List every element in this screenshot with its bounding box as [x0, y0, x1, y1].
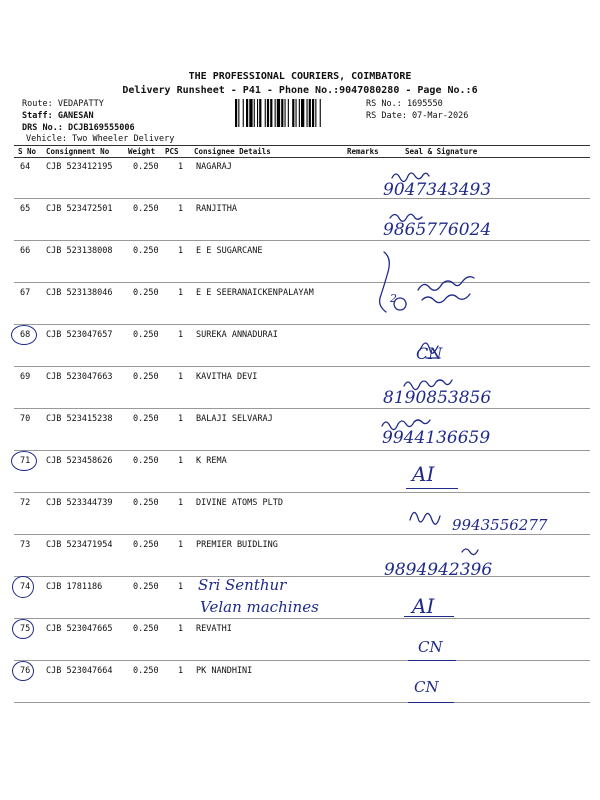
rs-number: RS No.: 1695550 [366, 99, 443, 109]
row-consignee: PREMIER BUIDLING [196, 540, 278, 550]
signature-underline-76 [408, 702, 454, 703]
row-pcs: 1 [178, 288, 184, 298]
row-consignee: E E SUGARCANE [196, 246, 263, 256]
row-weight: 0.250 [133, 204, 159, 214]
row-pcs: 1 [178, 456, 184, 466]
row-sno: 70 [20, 414, 31, 424]
drs-label: DRS No.: DCJB169555006 [22, 123, 135, 133]
handwritten-phone-73: 9894942396 [384, 560, 493, 580]
row-consignment: CJB 523047664 [46, 666, 113, 676]
col-weight: Weight [128, 147, 156, 156]
row-pcs: 1 [178, 582, 184, 592]
row-weight: 0.250 [133, 498, 159, 508]
handwritten-phone-64: 9047343493 [383, 180, 492, 200]
row-consignment: CJB 523415238 [46, 414, 113, 424]
row-sno: 71 [20, 456, 31, 466]
row-pcs: 1 [178, 666, 184, 676]
row-consignment: CJB 523047657 [46, 330, 113, 340]
row-weight: 0.250 [133, 456, 159, 466]
row-weight: 0.250 [133, 414, 159, 424]
col-pcs: PCS [165, 147, 179, 156]
row-consignment: CJB 523138046 [46, 288, 113, 298]
signature-76: CN [414, 678, 439, 696]
row-consignee: NAGARAJ [196, 162, 232, 172]
row-weight: 0.250 [133, 624, 159, 634]
row-consignee: SUREKA ANNADURAI [196, 330, 278, 340]
row-pcs: 1 [178, 624, 184, 634]
col-sno: S No [18, 147, 37, 156]
row-sno: 67 [20, 288, 31, 298]
row-consignment: CJB 523471954 [46, 540, 113, 550]
row-consignee: DIVINE ATOMS PLTD [196, 498, 283, 508]
row-consignee: KAVITHA DEVI [196, 372, 258, 382]
handwritten-phone-72: 9943556277 [452, 516, 548, 534]
handwritten-consignee-line1: Sri Senthur [198, 576, 287, 594]
signature-underline-71 [406, 488, 458, 489]
handwritten-phone-70: 9944136659 [382, 428, 491, 448]
row-weight: 0.250 [133, 582, 159, 592]
row-consignment: CJB 523472501 [46, 204, 113, 214]
row-sno: 64 [20, 162, 31, 172]
row-sno: 69 [20, 372, 31, 382]
row-sno: 76 [20, 666, 31, 676]
row-sno: 74 [20, 582, 31, 592]
row-weight: 0.250 [133, 372, 159, 382]
row-pcs: 1 [178, 162, 184, 172]
row-weight: 0.250 [133, 288, 159, 298]
row-pcs: 1 [178, 498, 184, 508]
row-consignment: CJB 1781186 [46, 582, 103, 592]
col-consignment: Consignment No [46, 147, 110, 156]
row-consignment: CJB 523344739 [46, 498, 113, 508]
row-consignment: CJB 523047665 [46, 624, 113, 634]
col-remarks: Remarks [347, 147, 379, 156]
signature-68: CN [416, 344, 443, 363]
signature-71: AI [412, 462, 435, 486]
row-consignee: K REMA [196, 456, 227, 466]
handwritten-phone-65: 9865776024 [383, 220, 492, 240]
row-sno: 72 [20, 498, 31, 508]
row-consignment: CJB 523458626 [46, 456, 113, 466]
signature-underline-74 [404, 616, 454, 617]
row-weight: 0.250 [133, 540, 159, 550]
handwritten-consignee-line2: Velan machines [200, 598, 319, 616]
row-sno: 68 [20, 330, 31, 340]
row-consignee: REVATHI [196, 624, 232, 634]
row-weight: 0.250 [133, 666, 159, 676]
row-sno: 66 [20, 246, 31, 256]
row-consignee: PK NANDHINI [196, 666, 253, 676]
signature-74: AI [412, 594, 435, 618]
runsheet-title: Delivery Runsheet - P41 - Phone No.:9047080280 - Page No.:6 [122, 85, 478, 96]
row-consignment: CJB 523412195 [46, 162, 113, 172]
company-title: THE PROFESSIONAL COURIERS, COIMBATORE [188, 71, 412, 82]
row-pcs: 1 [178, 414, 184, 424]
row-pcs: 1 [178, 372, 184, 382]
row-pcs: 1 [178, 540, 184, 550]
row-pcs: 1 [178, 204, 184, 214]
handwritten-circle-note: 2 [390, 292, 397, 305]
signature-75: CN [418, 638, 443, 656]
col-seal-signature: Seal & Signature [405, 147, 478, 156]
row-consignee: E E SEERANAICKENPALAYAM [196, 288, 314, 298]
row-weight: 0.250 [133, 246, 159, 256]
row-consignment: CJB 523047663 [46, 372, 113, 382]
row-consignment: CJB 523138008 [46, 246, 113, 256]
vehicle-label: Vehicle: Two Wheeler Delivery [26, 134, 175, 144]
row-weight: 0.250 [133, 330, 159, 340]
row-weight: 0.250 [133, 162, 159, 172]
row-pcs: 1 [178, 330, 184, 340]
row-sno: 73 [20, 540, 31, 550]
row-sno: 65 [20, 204, 31, 214]
route-label: Route: VEDAPATTY [22, 99, 104, 109]
row-consignee: RANJITHA [196, 204, 237, 214]
rs-date: RS Date: 07-Mar-2026 [366, 111, 469, 121]
staff-label: Staff: GANESAN [22, 111, 94, 121]
row-consignee: BALAJI SELVARAJ [196, 414, 273, 424]
signature-underline-75 [408, 660, 456, 661]
row-sno: 75 [20, 624, 31, 634]
handwritten-phone-69: 8190853856 [383, 388, 492, 408]
col-consignee: Consignee Details [194, 147, 271, 156]
row-pcs: 1 [178, 246, 184, 256]
